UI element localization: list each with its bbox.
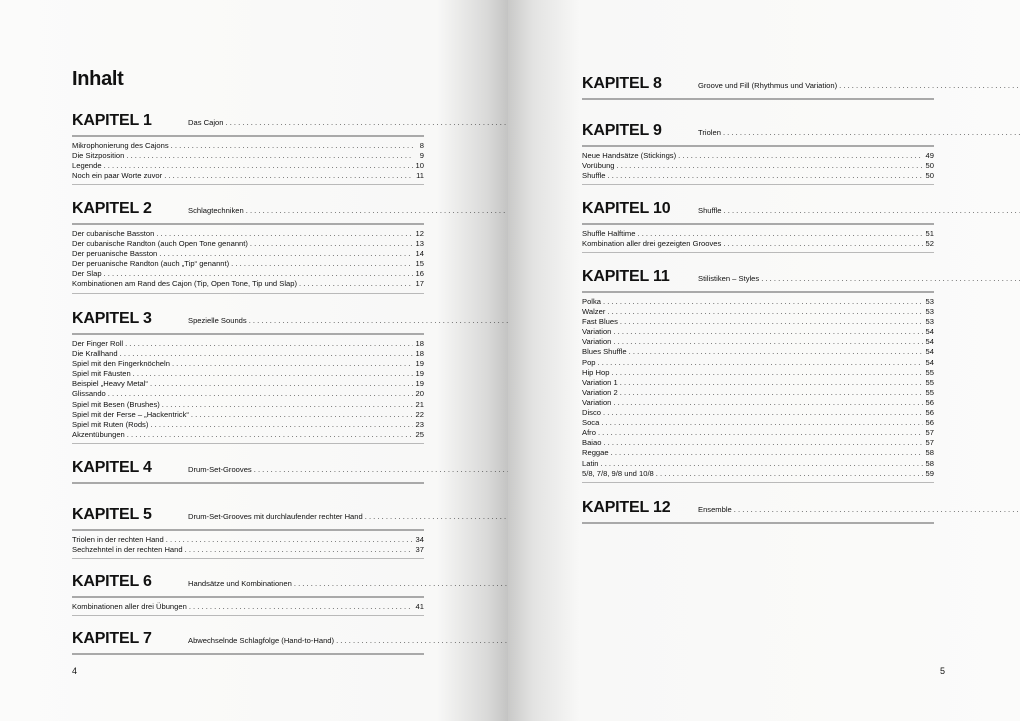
leader-dots bbox=[678, 151, 923, 161]
entry-page-number: 13 bbox=[415, 239, 424, 249]
toc-entry[interactable] bbox=[582, 171, 934, 181]
entry-title: Neue Handsätze (Stickings) bbox=[582, 151, 677, 160]
entry-title: Die Sitzposition bbox=[72, 151, 125, 161]
chapter-heading bbox=[72, 310, 424, 330]
chapter-rule bbox=[582, 145, 934, 147]
leader-dots bbox=[166, 535, 413, 545]
chapter-label: KAPITEL 6 bbox=[72, 573, 152, 590]
chapter-title: Das Cajon bbox=[188, 118, 224, 127]
entry-page-number: 12 bbox=[415, 229, 424, 238]
entry-title: Variation 2 bbox=[582, 387, 618, 397]
entry-title: Spiel mit den Fingerknöcheln bbox=[72, 359, 170, 369]
entry-title: Spiel mit Fäusten bbox=[72, 369, 131, 379]
toc-entry[interactable] bbox=[582, 398, 934, 408]
entry-page-number: 18 bbox=[415, 339, 424, 348]
entry-page-number: 54 bbox=[925, 337, 934, 347]
entry-title: Der cubanische Randton (auch Open Tone genannt) bbox=[72, 239, 248, 249]
chapter-heading bbox=[582, 75, 934, 95]
toc-entry[interactable] bbox=[72, 379, 424, 389]
entry-page-number: 15 bbox=[415, 259, 424, 269]
leader-dots bbox=[164, 171, 413, 181]
toc-entry[interactable] bbox=[72, 535, 424, 545]
toc-entry[interactable] bbox=[582, 459, 934, 469]
leader-dots bbox=[171, 141, 413, 151]
toc-entry[interactable] bbox=[582, 327, 934, 337]
entry-page-number: 58 bbox=[925, 458, 934, 468]
entry-title: Legende bbox=[72, 161, 102, 171]
chapter-label: KAPITEL 5 bbox=[72, 506, 152, 523]
section-separator bbox=[72, 293, 424, 294]
toc-chapter bbox=[582, 200, 934, 253]
chapter-label: KAPITEL 12 bbox=[582, 499, 671, 516]
entry-title: 5/8, 7/8, 9/8 und 10/8 bbox=[582, 468, 654, 478]
leader-dots bbox=[125, 339, 413, 349]
page-title: Inhalt bbox=[72, 68, 124, 90]
toc-chapter bbox=[582, 122, 934, 185]
toc-chapter bbox=[72, 630, 424, 655]
entry-page-number: 54 bbox=[925, 357, 934, 367]
toc-items bbox=[72, 535, 424, 555]
toc-items bbox=[72, 141, 424, 181]
entry-title: Fast Blues bbox=[582, 317, 618, 327]
leader-dots bbox=[723, 128, 1020, 138]
entry-page-number: 49 bbox=[925, 151, 934, 160]
chapter-entry[interactable] bbox=[698, 274, 1020, 284]
entry-page-number: 16 bbox=[415, 269, 424, 279]
entry-page-number: 50 bbox=[925, 161, 934, 171]
leader-dots bbox=[126, 151, 413, 161]
chapter-title: Ensemble bbox=[698, 505, 732, 514]
entry-title: Spiel mit Besen (Brushes) bbox=[72, 399, 160, 409]
leader-dots bbox=[620, 388, 923, 398]
entry-title: Variation 1 bbox=[582, 377, 618, 387]
leader-dots bbox=[108, 389, 413, 399]
entry-title: Akzentübungen bbox=[72, 429, 125, 439]
entry-title: Hip Hop bbox=[582, 367, 610, 377]
toc-entry[interactable] bbox=[72, 239, 424, 249]
entry-page-number: 53 bbox=[925, 317, 934, 327]
leader-dots bbox=[104, 269, 413, 279]
chapter-heading bbox=[72, 506, 424, 526]
entry-title: Spiel mit Ruten (Rods) bbox=[72, 419, 149, 429]
entry-title: Glissando bbox=[72, 389, 106, 399]
toc-entry[interactable] bbox=[582, 368, 934, 378]
entry-page-number: 58 bbox=[925, 448, 934, 458]
toc-entry[interactable] bbox=[582, 229, 934, 239]
leader-dots bbox=[608, 171, 923, 181]
chapter-title: Triolen bbox=[698, 128, 721, 137]
leader-dots bbox=[127, 430, 413, 440]
leader-dots bbox=[191, 410, 413, 420]
leader-dots bbox=[600, 459, 923, 469]
entry-page-number: 18 bbox=[415, 349, 424, 359]
leader-dots bbox=[839, 81, 1020, 91]
left-page bbox=[0, 0, 508, 721]
section-separator bbox=[72, 615, 424, 616]
toc-entry[interactable] bbox=[582, 378, 934, 388]
toc-entry[interactable] bbox=[72, 171, 424, 181]
chapter-heading bbox=[72, 112, 424, 132]
entry-title: Kombination aller drei gezeigten Grooves bbox=[582, 239, 722, 249]
toc-entry[interactable] bbox=[582, 239, 934, 249]
entry-title: Mikrophonierung des Cajons bbox=[72, 141, 169, 150]
entry-title: Soca bbox=[582, 418, 600, 428]
chapter-title: Spezielle Sounds bbox=[188, 316, 247, 325]
chapter-heading bbox=[582, 122, 934, 142]
toc-entry[interactable] bbox=[582, 307, 934, 317]
chapter-entry[interactable] bbox=[698, 206, 1020, 216]
leader-dots bbox=[185, 545, 413, 555]
leader-dots bbox=[611, 448, 923, 458]
leader-dots bbox=[189, 602, 413, 612]
toc-entry[interactable] bbox=[72, 545, 424, 555]
entry-page-number: 37 bbox=[415, 545, 424, 555]
toc-chapter bbox=[582, 75, 934, 100]
leader-dots bbox=[598, 428, 923, 438]
toc-items bbox=[72, 339, 424, 440]
leader-dots bbox=[159, 249, 413, 259]
entry-page-number: 50 bbox=[925, 171, 934, 181]
chapter-rule bbox=[72, 596, 424, 598]
chapter-title: Handsätze und Kombinationen bbox=[188, 579, 292, 588]
toc-entry[interactable] bbox=[72, 161, 424, 171]
toc-chapter bbox=[72, 506, 424, 559]
toc-entry[interactable] bbox=[582, 347, 934, 357]
entry-page-number: 59 bbox=[925, 468, 934, 478]
leader-dots bbox=[613, 337, 923, 347]
entry-page-number: 21 bbox=[415, 399, 424, 409]
chapter-title: Groove und Fill (Rhythmus und Variation) bbox=[698, 81, 838, 90]
chapter-heading bbox=[72, 459, 424, 479]
leader-dots bbox=[629, 347, 923, 357]
chapter-heading bbox=[582, 200, 934, 220]
toc-entry[interactable] bbox=[582, 161, 934, 171]
entry-title: Variation bbox=[582, 397, 612, 407]
leader-dots bbox=[231, 259, 413, 269]
leader-dots bbox=[172, 359, 413, 369]
leader-dots bbox=[120, 349, 413, 359]
entry-title: Pop bbox=[582, 357, 596, 367]
entry-title: Noch ein paar Worte zuvor bbox=[72, 171, 163, 181]
entry-title: Kombinationen am Rand des Cajon (Tip, Open Tone, Tip und Slap) bbox=[72, 279, 297, 289]
leader-dots bbox=[607, 307, 923, 317]
entry-page-number: 22 bbox=[415, 409, 424, 419]
toc-entry[interactable] bbox=[582, 418, 934, 428]
toc-chapter bbox=[72, 112, 424, 185]
section-separator bbox=[72, 558, 424, 559]
entry-title: Der Slap bbox=[72, 269, 102, 279]
entry-page-number: 19 bbox=[415, 379, 424, 389]
entry-page-number: 54 bbox=[925, 347, 934, 357]
toc-chapter bbox=[72, 310, 424, 444]
leader-dots bbox=[734, 505, 1020, 515]
leader-dots bbox=[724, 206, 1020, 216]
leader-dots bbox=[603, 438, 923, 448]
toc-entry[interactable] bbox=[72, 229, 424, 239]
leader-dots bbox=[156, 229, 413, 239]
chapter-heading bbox=[72, 573, 424, 593]
chapter-label: KAPITEL 7 bbox=[72, 630, 152, 647]
chapter-rule bbox=[72, 333, 424, 335]
entry-title: Latin bbox=[582, 458, 599, 468]
entry-title: Variation bbox=[582, 327, 612, 337]
entry-title: Vorübung bbox=[582, 161, 615, 171]
toc-entry[interactable] bbox=[582, 337, 934, 347]
leader-dots bbox=[620, 378, 923, 388]
toc-entry[interactable] bbox=[72, 369, 424, 379]
leader-dots bbox=[613, 398, 923, 408]
chapter-rule bbox=[582, 98, 934, 100]
chapter-title: Abwechselnde Schlagfolge (Hand-to-Hand) bbox=[188, 636, 335, 645]
entry-title: Variation bbox=[582, 337, 612, 347]
chapter-entry[interactable] bbox=[698, 128, 1020, 138]
toc-entry[interactable] bbox=[72, 349, 424, 359]
entry-page-number: 25 bbox=[415, 429, 424, 439]
entry-title: Polka bbox=[582, 297, 601, 306]
chapter-label: KAPITEL 2 bbox=[72, 200, 152, 217]
entry-page-number: 55 bbox=[925, 367, 934, 377]
leader-dots bbox=[598, 358, 923, 368]
page-number-left: 4 bbox=[72, 666, 78, 676]
entry-title: Afro bbox=[582, 428, 596, 438]
toc-items bbox=[72, 602, 424, 612]
toc-entry[interactable] bbox=[72, 359, 424, 369]
toc-items bbox=[582, 229, 934, 249]
entry-title: Reggae bbox=[582, 448, 609, 458]
chapter-heading bbox=[582, 268, 934, 288]
chapter-label: KAPITEL 3 bbox=[72, 310, 152, 327]
leader-dots bbox=[162, 400, 413, 410]
entry-page-number: 10 bbox=[415, 161, 424, 171]
toc-entry[interactable] bbox=[72, 151, 424, 161]
chapter-label: KAPITEL 4 bbox=[72, 459, 152, 476]
leader-dots bbox=[723, 239, 923, 249]
toc-entry[interactable] bbox=[72, 279, 424, 289]
toc-items bbox=[582, 151, 934, 181]
chapter-rule bbox=[72, 135, 424, 137]
entry-page-number: 57 bbox=[925, 438, 934, 448]
chapter-title: Drum-Set-Grooves bbox=[188, 465, 252, 474]
section-separator bbox=[582, 252, 934, 253]
toc-entry[interactable] bbox=[582, 448, 934, 458]
leader-dots bbox=[603, 297, 923, 307]
toc-entry[interactable] bbox=[72, 259, 424, 269]
toc-entry[interactable] bbox=[582, 469, 934, 479]
leader-dots bbox=[133, 369, 413, 379]
chapter-rule bbox=[72, 529, 424, 531]
entry-page-number: 51 bbox=[925, 229, 934, 238]
page-number-right: 5 bbox=[940, 666, 946, 676]
toc-chapter bbox=[72, 200, 424, 294]
toc-entry[interactable] bbox=[582, 151, 934, 161]
toc-entry[interactable] bbox=[72, 410, 424, 420]
toc-entry[interactable] bbox=[72, 141, 424, 151]
leader-dots bbox=[150, 420, 413, 430]
section-separator bbox=[582, 184, 934, 185]
entry-page-number: 41 bbox=[415, 602, 424, 611]
chapter-heading bbox=[72, 630, 424, 650]
chapter-label: KAPITEL 1 bbox=[72, 112, 152, 129]
leader-dots bbox=[250, 239, 413, 249]
toc-entry[interactable] bbox=[72, 339, 424, 349]
leader-dots bbox=[637, 229, 923, 239]
toc-chapter bbox=[72, 573, 424, 616]
entry-page-number: 54 bbox=[925, 327, 934, 337]
entry-page-number: 56 bbox=[925, 418, 934, 428]
entry-title: Shuffle bbox=[582, 171, 606, 181]
toc-entry[interactable] bbox=[72, 389, 424, 399]
entry-page-number: 8 bbox=[419, 141, 424, 150]
entry-title: Triolen in der rechten Hand bbox=[72, 535, 164, 544]
leader-dots bbox=[761, 274, 1020, 284]
toc-entry[interactable] bbox=[72, 249, 424, 259]
entry-title: Spiel mit der Ferse – „Hackentrick“ bbox=[72, 409, 189, 419]
toc-entry[interactable] bbox=[582, 428, 934, 438]
chapter-title: Stilistiken – Styles bbox=[698, 274, 760, 283]
entry-page-number: 55 bbox=[925, 377, 934, 387]
entry-title: Shuffle Halftime bbox=[582, 229, 636, 238]
entry-title: Sechzehntel in der rechten Hand bbox=[72, 545, 183, 555]
chapter-rule bbox=[72, 482, 424, 484]
leader-dots bbox=[656, 469, 923, 479]
entry-title: Der peruanische Basston bbox=[72, 249, 158, 259]
toc-entry[interactable] bbox=[582, 297, 934, 307]
chapter-heading bbox=[72, 200, 424, 220]
entry-page-number: 9 bbox=[419, 151, 424, 161]
toc-entry[interactable] bbox=[582, 408, 934, 418]
chapter-rule bbox=[582, 291, 934, 293]
entry-title: Der Finger Roll bbox=[72, 339, 124, 348]
chapter-rule bbox=[582, 223, 934, 225]
section-separator bbox=[72, 443, 424, 444]
entry-page-number: 20 bbox=[415, 389, 424, 399]
toc-entry[interactable] bbox=[72, 602, 424, 612]
leader-dots bbox=[104, 161, 413, 171]
entry-title: Die Krallhand bbox=[72, 349, 118, 359]
leader-dots bbox=[601, 418, 923, 428]
chapter-entry[interactable] bbox=[698, 81, 1020, 91]
entry-title: Disco bbox=[582, 408, 601, 418]
entry-title: Blues Shuffle bbox=[582, 347, 627, 357]
entry-page-number: 17 bbox=[415, 279, 424, 289]
chapter-label: KAPITEL 10 bbox=[582, 200, 671, 217]
toc-entry[interactable] bbox=[582, 388, 934, 398]
entry-page-number: 19 bbox=[415, 369, 424, 379]
chapter-label: KAPITEL 8 bbox=[582, 75, 662, 92]
toc-entry[interactable] bbox=[72, 430, 424, 440]
entry-page-number: 23 bbox=[415, 419, 424, 429]
entry-page-number: 56 bbox=[925, 397, 934, 407]
entry-title: Walzer bbox=[582, 307, 606, 317]
section-separator bbox=[72, 184, 424, 185]
chapter-label: KAPITEL 11 bbox=[582, 268, 670, 285]
chapter-label: KAPITEL 9 bbox=[582, 122, 662, 139]
chapter-title: Shuffle bbox=[698, 206, 722, 215]
leader-dots bbox=[620, 317, 923, 327]
entry-page-number: 55 bbox=[925, 387, 934, 397]
entry-title: Kombinationen aller drei Übungen bbox=[72, 602, 187, 611]
chapter-title: Drum-Set-Grooves mit durchlaufender rechter Hand bbox=[188, 512, 363, 521]
entry-page-number: 34 bbox=[415, 535, 424, 544]
leader-dots bbox=[611, 368, 923, 378]
toc-entry[interactable] bbox=[582, 358, 934, 368]
chapter-rule bbox=[582, 522, 934, 524]
right-page bbox=[508, 0, 1020, 721]
toc-entry[interactable] bbox=[72, 400, 424, 410]
toc-chapter bbox=[582, 268, 934, 483]
leader-dots bbox=[299, 279, 413, 289]
entry-page-number: 11 bbox=[416, 171, 424, 181]
chapter-title: Schlagtechniken bbox=[188, 206, 244, 215]
toc-chapter bbox=[582, 499, 934, 524]
entry-title: Der cubanische Basston bbox=[72, 229, 155, 238]
entry-page-number: 53 bbox=[925, 307, 934, 317]
leader-dots bbox=[613, 327, 923, 337]
toc-entry[interactable] bbox=[72, 269, 424, 279]
toc-chapter bbox=[72, 459, 424, 484]
toc-items bbox=[582, 297, 934, 479]
toc-entry[interactable] bbox=[582, 438, 934, 448]
entry-page-number: 53 bbox=[925, 297, 934, 306]
toc-entry[interactable] bbox=[72, 420, 424, 430]
leader-dots bbox=[617, 161, 923, 171]
entry-page-number: 14 bbox=[415, 249, 424, 259]
chapter-rule bbox=[72, 653, 424, 655]
entry-page-number: 19 bbox=[415, 359, 424, 369]
toc-entry[interactable] bbox=[582, 317, 934, 327]
entry-title: Beispiel „Heavy Metal“ bbox=[72, 379, 148, 389]
chapter-rule bbox=[72, 223, 424, 225]
leader-dots bbox=[150, 379, 413, 389]
entry-page-number: 56 bbox=[925, 408, 934, 418]
entry-title: Baiao bbox=[582, 438, 602, 448]
toc-items bbox=[72, 229, 424, 290]
entry-page-number: 52 bbox=[925, 239, 934, 249]
section-separator bbox=[582, 482, 934, 483]
chapter-heading bbox=[582, 499, 934, 519]
leader-dots bbox=[603, 408, 923, 418]
entry-page-number: 57 bbox=[925, 428, 934, 438]
entry-title: Der peruanische Randton (auch „Tip“ genannt) bbox=[72, 259, 230, 269]
chapter-entry[interactable] bbox=[698, 505, 1020, 515]
